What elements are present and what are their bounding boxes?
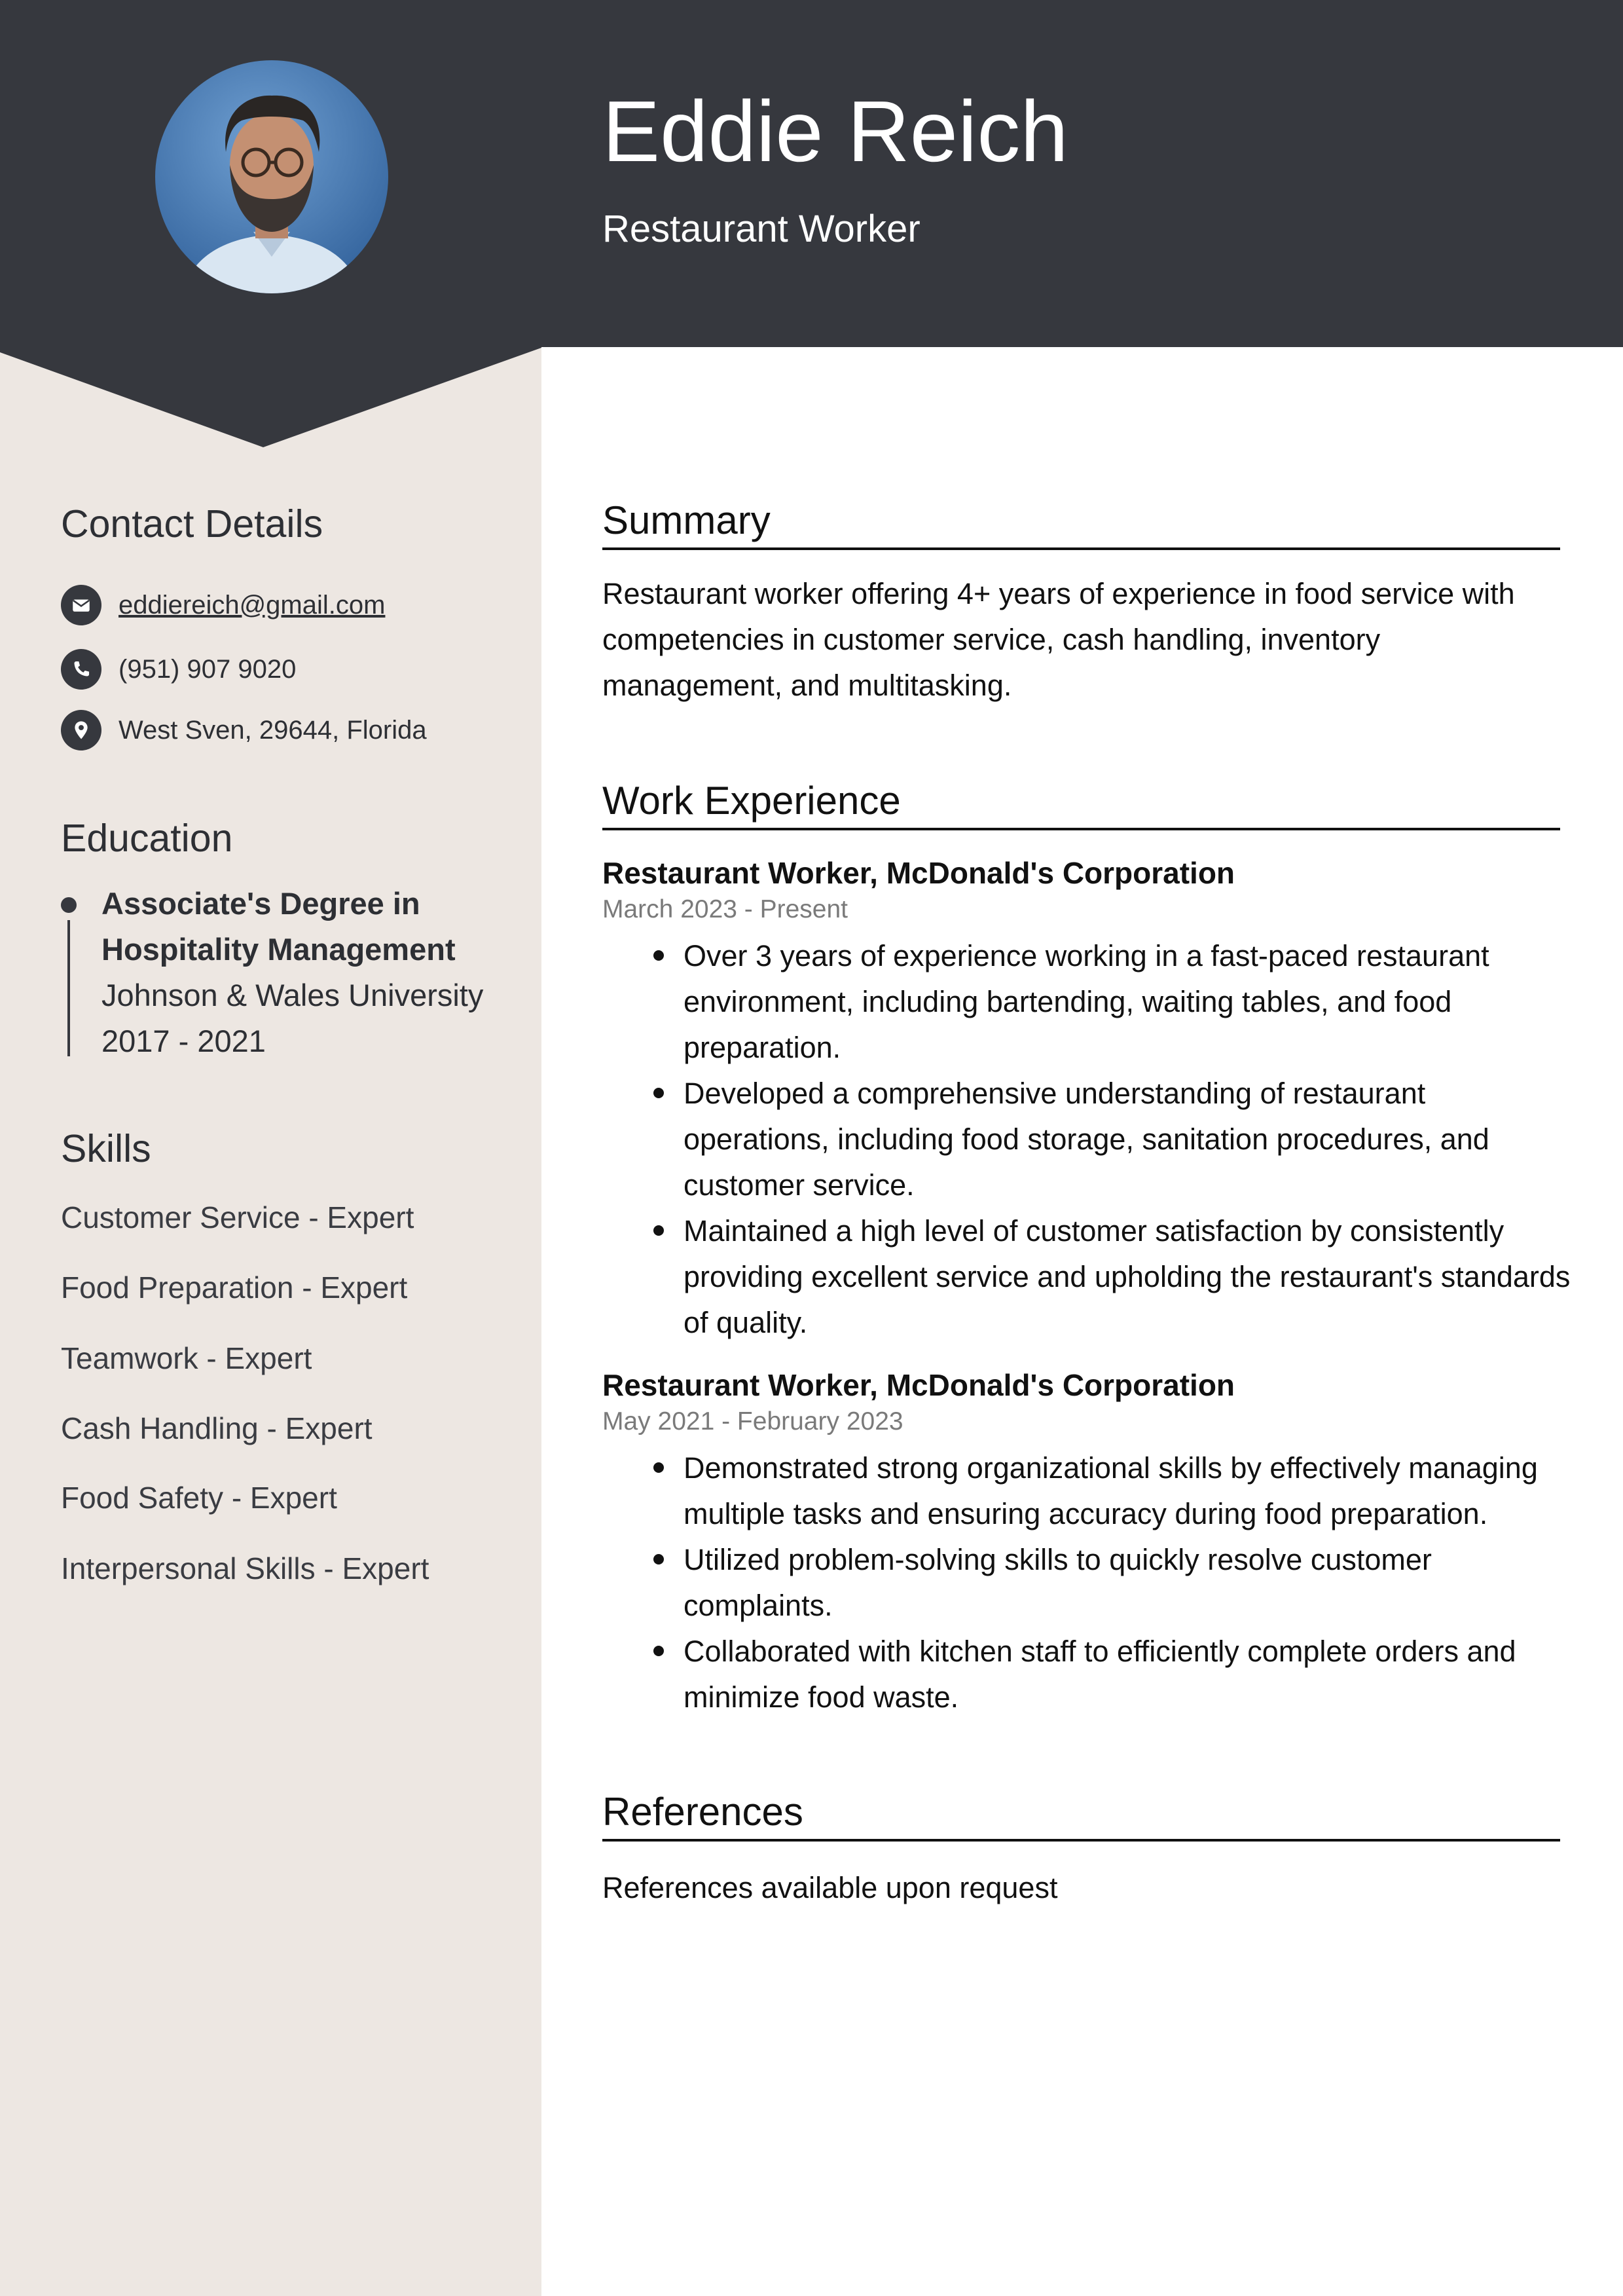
skill-item: Customer Service - Expert bbox=[61, 1200, 414, 1234]
education-heading: Education bbox=[61, 817, 233, 860]
candidate-title: Restaurant Worker bbox=[602, 208, 921, 250]
skill-item: Food Safety - Expert bbox=[61, 1481, 337, 1515]
job-bullets bbox=[655, 933, 1571, 1346]
profile-photo bbox=[155, 60, 388, 293]
skill-item: Food Preparation - Expert bbox=[61, 1270, 408, 1305]
summary-heading: Summary bbox=[602, 499, 1560, 550]
job-bullet: Demonstrated strong organizational skills by effectively managing multiple tasks and ensuring accuracy during food preparation. bbox=[655, 1445, 1571, 1537]
job-title: Restaurant Worker, McDonald's Corporation bbox=[602, 856, 1235, 890]
header-chevron bbox=[0, 346, 541, 447]
education-timeline-line bbox=[67, 920, 70, 1056]
location-pin-icon bbox=[61, 710, 101, 750]
skill-item: Interpersonal Skills - Expert bbox=[61, 1551, 429, 1585]
skill-item: Cash Handling - Expert bbox=[61, 1411, 373, 1445]
job-title: Restaurant Worker, McDonald's Corporation bbox=[602, 1368, 1235, 1402]
references-text: References available upon request bbox=[602, 1871, 1058, 1904]
skills-heading: Skills bbox=[61, 1127, 151, 1170]
experience-heading: Work Experience bbox=[602, 779, 1560, 830]
candidate-name: Eddie Reich bbox=[602, 83, 1068, 179]
education-years: 2017 - 2021 bbox=[101, 1024, 266, 1058]
education-timeline-dot bbox=[61, 897, 77, 913]
contact-address-row bbox=[61, 710, 427, 750]
skill-item: Teamwork - Expert bbox=[61, 1341, 312, 1375]
education-item bbox=[101, 881, 520, 1064]
contact-heading: Contact Details bbox=[61, 502, 323, 546]
summary-text: Restaurant worker offering 4+ years of experience in food service with competencies in customer service, cash handling, inventory management, and multitasking. bbox=[602, 577, 1515, 702]
education-degree: Associate's Degree in Hospitality Management bbox=[101, 886, 456, 967]
job-bullet: Developed a comprehensive understanding of restaurant operations, including food storage, sanitation procedures, and customer service. bbox=[655, 1071, 1571, 1208]
job-bullet: Over 3 years of experience working in a fast-paced restaurant environment, including bartending, waiting tables, and food preparation. bbox=[655, 933, 1571, 1071]
job-dates: May 2021 - February 2023 bbox=[602, 1407, 903, 1435]
references-heading: References bbox=[602, 1790, 1560, 1842]
contact-phone-row bbox=[61, 649, 296, 690]
email-link[interactable]: eddiereich@gmail.com bbox=[119, 590, 386, 620]
phone-number: (951) 907 9020 bbox=[119, 654, 297, 684]
phone-icon bbox=[61, 649, 101, 690]
job-bullets bbox=[655, 1445, 1571, 1720]
job-bullet: Utilized problem-solving skills to quickly resolve customer complaints. bbox=[655, 1537, 1571, 1629]
envelope-icon bbox=[61, 585, 101, 625]
contact-email-row bbox=[61, 585, 385, 625]
address: West Sven, 29644, Florida bbox=[119, 715, 427, 745]
education-school: Johnson & Wales University bbox=[101, 978, 484, 1012]
job-bullet: Maintained a high level of customer satisfaction by consistently providing excellent service and upholding the restaurant's standards of quality. bbox=[655, 1208, 1571, 1346]
job-bullet: Collaborated with kitchen staff to efficiently complete orders and minimize food waste. bbox=[655, 1629, 1571, 1720]
job-dates: March 2023 - Present bbox=[602, 895, 848, 923]
